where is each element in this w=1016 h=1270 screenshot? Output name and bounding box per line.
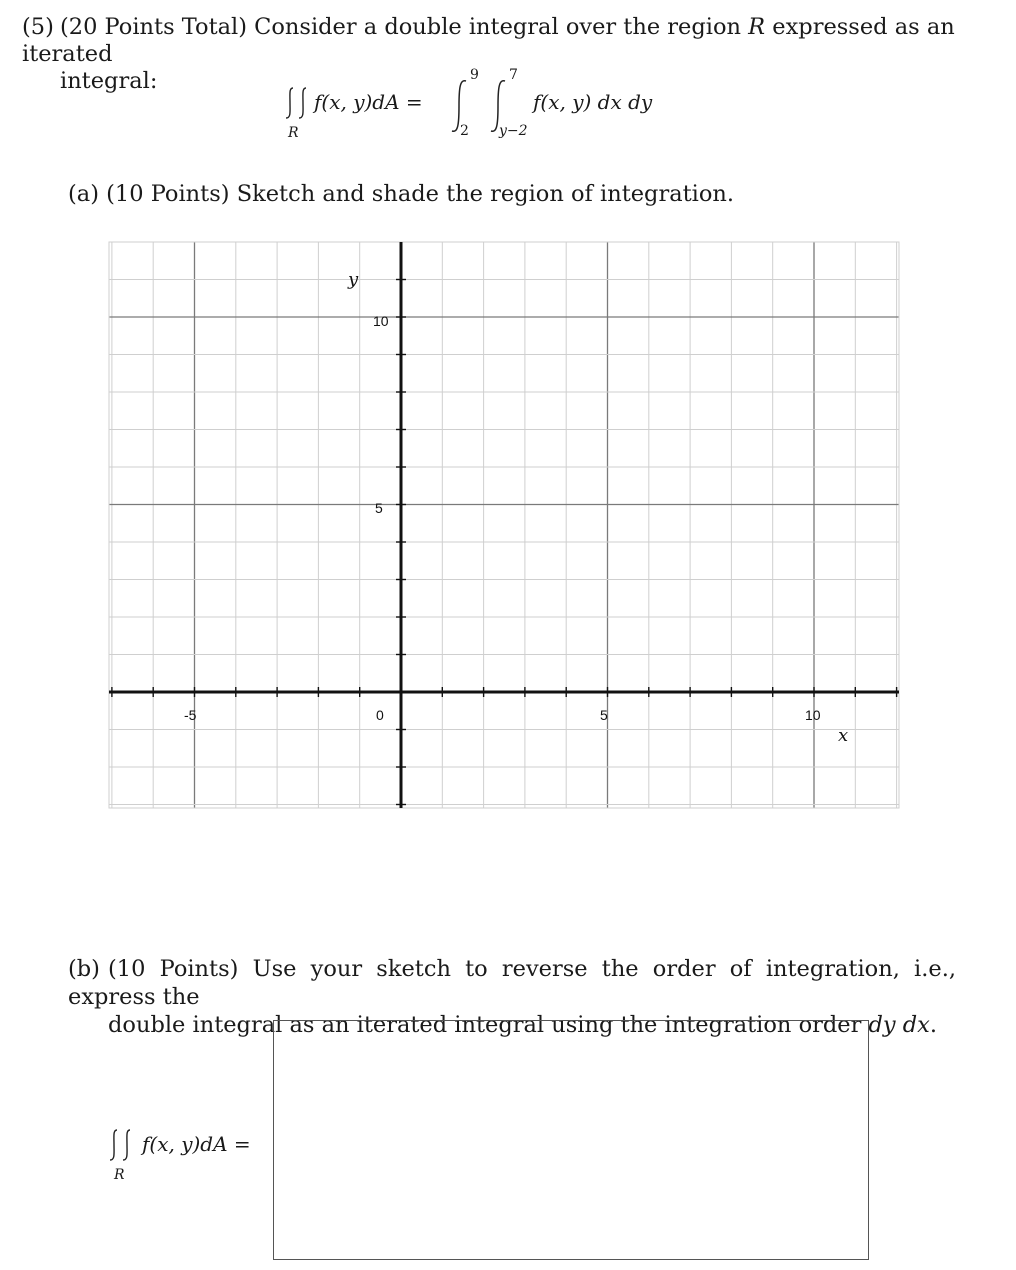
answer-region-subscript: R [114, 1167, 125, 1183]
y-tick-label-10: 10 [373, 313, 389, 329]
part-a-points: (10 Points) [106, 181, 230, 207]
part-a-label: (a) [68, 181, 99, 207]
x-tick-label-10: 10 [805, 707, 821, 723]
grid-border [109, 242, 899, 808]
problem-number: (5) [22, 14, 54, 40]
inner-lower-limit: y−2 [499, 123, 528, 139]
part-b-period: . [929, 1012, 938, 1038]
answer-box[interactable] [273, 1020, 869, 1260]
y-tick-label-5: 5 [375, 500, 383, 516]
x-tick-label-0: 0 [376, 707, 384, 723]
x-tick-label-5: 5 [600, 707, 608, 723]
lhs-region-subscript: R [288, 125, 299, 141]
grid-lines [109, 242, 899, 808]
part-a-text: Sketch and shade the region of integration. [236, 181, 735, 207]
outer-lower-limit: 2 [460, 123, 469, 139]
inner-upper-limit: 7 [509, 67, 518, 83]
problem-points: (20 Points Total) [60, 14, 247, 40]
problem-text: Consider a double integral over the region [254, 14, 742, 40]
part-b-text-line2: double integral as an iterated integral using the integration order [108, 1012, 862, 1038]
part-b-points: (10 Points) [108, 956, 239, 982]
outer-upper-limit: 9 [470, 67, 479, 83]
answer-double-integral-sign [108, 1128, 136, 1162]
problem-text-end: expressed as an iterated [22, 14, 955, 67]
problem-text-line2: integral: [60, 68, 158, 94]
part-b-label: (b) [68, 956, 100, 982]
x-axis-label: x [838, 725, 849, 746]
part-b-text: Use your sketch to reverse the order of integration, i.e., express the [68, 956, 957, 1010]
region-symbol: R [748, 14, 766, 40]
answer-lhs-integrand: f(x, y)dA = [142, 1132, 251, 1156]
integration-order: dy dx [868, 1012, 930, 1038]
lhs-integrand: f(x, y)dA = [314, 90, 423, 114]
y-axis-label: y [348, 269, 359, 290]
x-tick-label-neg5: -5 [184, 707, 197, 723]
rhs-integrand: f(x, y) dx dy [533, 90, 653, 114]
